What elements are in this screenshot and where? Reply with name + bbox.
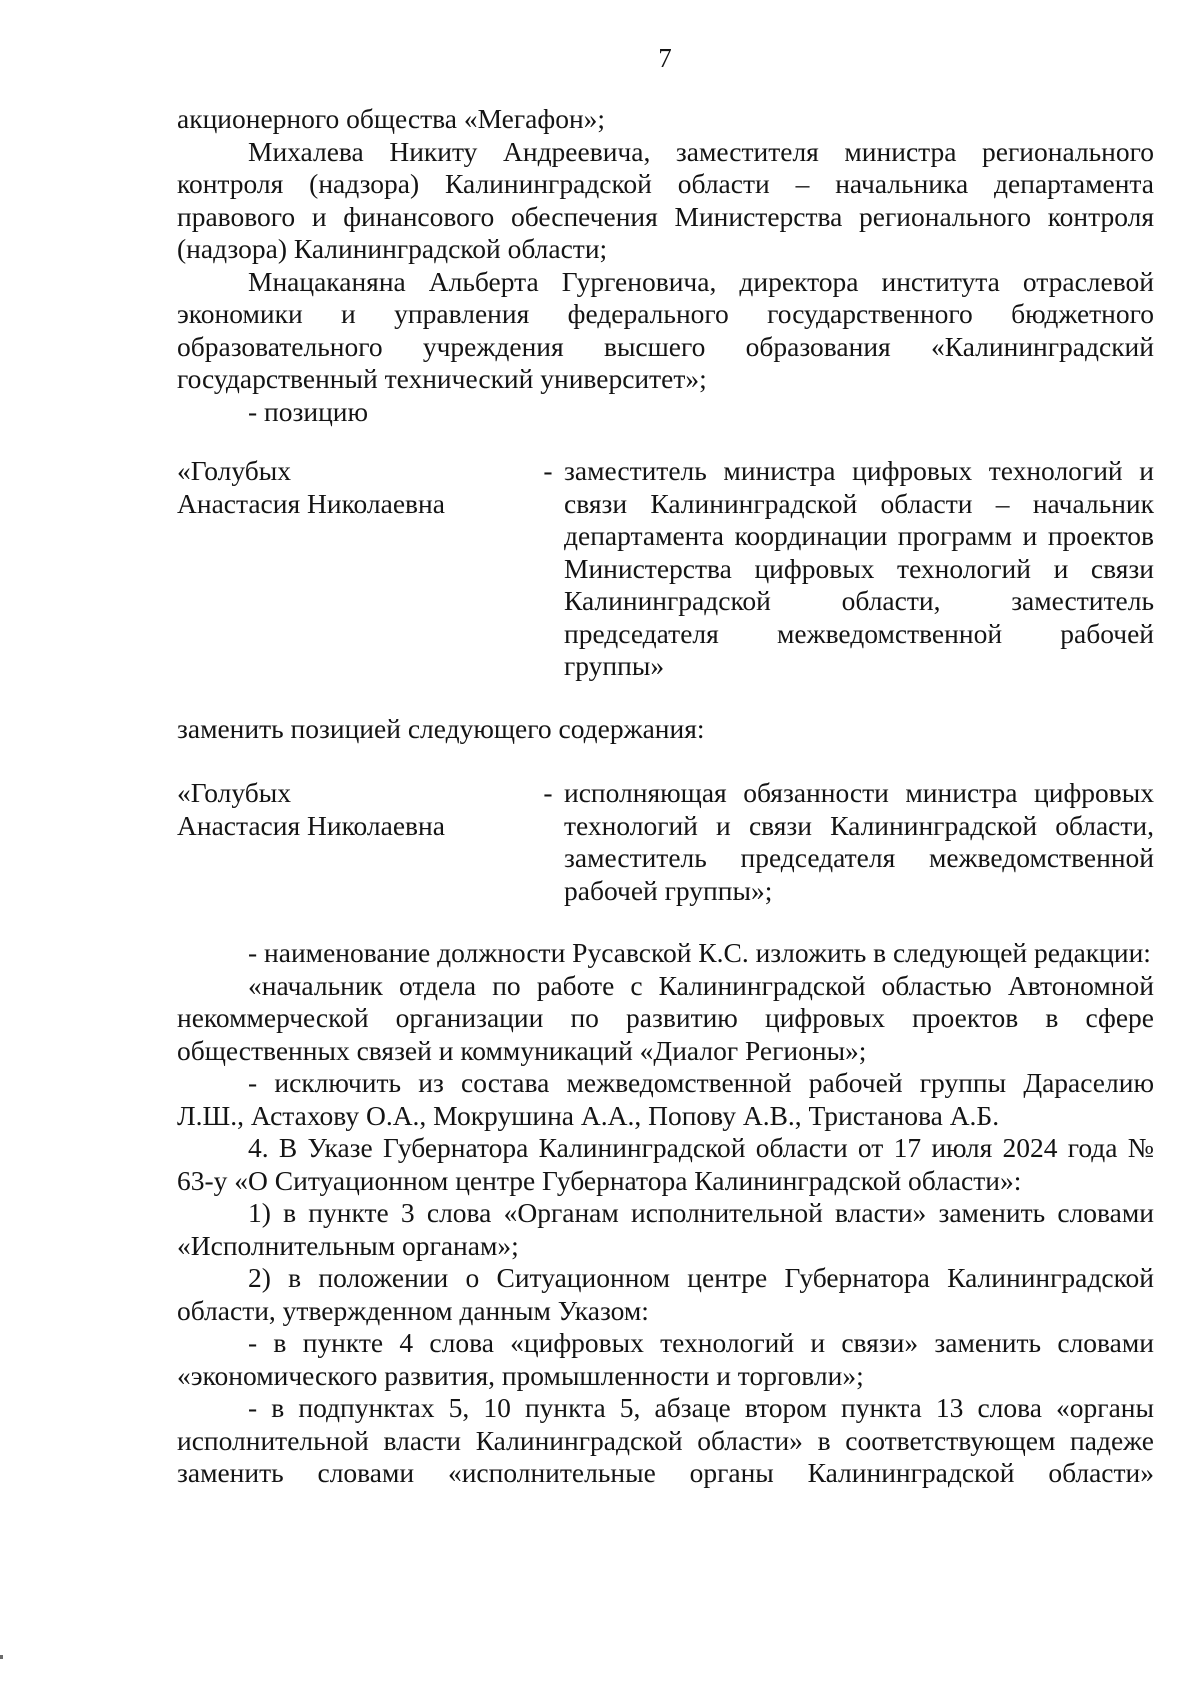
document-body [177, 103, 1154, 1490]
position-old-name [177, 455, 532, 683]
position-old-given-names: Анастасия Николаевна [177, 487, 445, 519]
paragraph-exclude: - исключить из состава межведомственной рабочей группы Дараселию Л.Ш., Астахову О.А., Мокрушина А.А., Попову А.В., Тристанова А.Б. [177, 1067, 1154, 1131]
position-old-surname: «Голубых [177, 455, 291, 486]
paragraph-item-4-2-a: - в пункте 4 слова «цифровых технологий и связи» заменить словами «экономического развития, промышленности и торговли»; [177, 1327, 1154, 1391]
position-new-dash: - [543, 777, 553, 808]
position-new-surname: «Голубых [177, 777, 291, 808]
paragraph-new-title: «начальник отдела по работе с Калининградской областью Автономной некоммерческой организации по развитию цифровых проектов в сфере общественных связей и коммуникаций «Диалог Регионы»; [177, 969, 1154, 1066]
paragraph-replace: заменить позицией следующего содержания: [177, 712, 705, 744]
paragraph-megafon: акционерного общества «Мегафон»; [177, 103, 606, 134]
position-old-dash: - [543, 455, 553, 486]
paragraph-item-4-2-b: - в подпунктах 5, 10 пункта 5, абзаце втором пункта 13 слова «органы исполнительной власти Калининградской области» в соответствующем падеже заменить словами «исполнительные органы Калининградской области» [177, 1392, 1154, 1488]
position-old-description: заместитель министра цифровых технологий и связи Калининградской области – начальник департамента координации программ и проектов Министерства цифровых технологий и связи Калининградской области, заместитель председателя межведомственной рабочей группы» [564, 455, 1154, 681]
position-new-description: исполняющая обязанности министра цифровых технологий и связи Калининградской области, заместитель председателя межведомственной рабочей группы»; [564, 777, 1154, 906]
position-old [177, 455, 1154, 683]
position-new [177, 777, 1154, 907]
paragraph-mikhalev: Михалева Никиту Андреевича, заместителя министра регионального контроля (надзора) Калининградской области – начальника департамента правового и финансового обеспечения Министерства регионального контроля (надзора) Калининградской области; [177, 135, 1154, 264]
paragraph-rusavskaya: - наименование должности Русавской К.С. изложить в следующей редакции: [248, 937, 1151, 968]
paragraph-mnatsakanyan: Мнацаканяна Альберта Гургеновича, директора института отраслевой экономики и управления федерального государственного бюджетного образовательного учреждения высшего образования «Калининградский государственный технический университет»; [177, 265, 1154, 394]
paragraph-item-4-2: 2) в положении о Ситуационном центре Губернатора Калининградской области, утвержденном данным Указом: [177, 1262, 1154, 1326]
paragraph-item-4: 4. В Указе Губернатора Калининградской области от 17 июля 2024 года № 63-у «О Ситуационном центре Губернатора Калининградской области»: [177, 1132, 1154, 1196]
paragraph-position-intro: - позицию [248, 395, 369, 427]
page-number: 7 [658, 43, 672, 73]
position-new-given-names: Анастасия Николаевна [177, 809, 445, 841]
position-new-name [177, 777, 532, 907]
paragraph-item-4-1: 1) в пункте 3 слова «Органам исполнительной власти» заменить словами «Исполнительным органам»; [177, 1197, 1154, 1261]
scan-edge-mark [0, 1655, 3, 1659]
